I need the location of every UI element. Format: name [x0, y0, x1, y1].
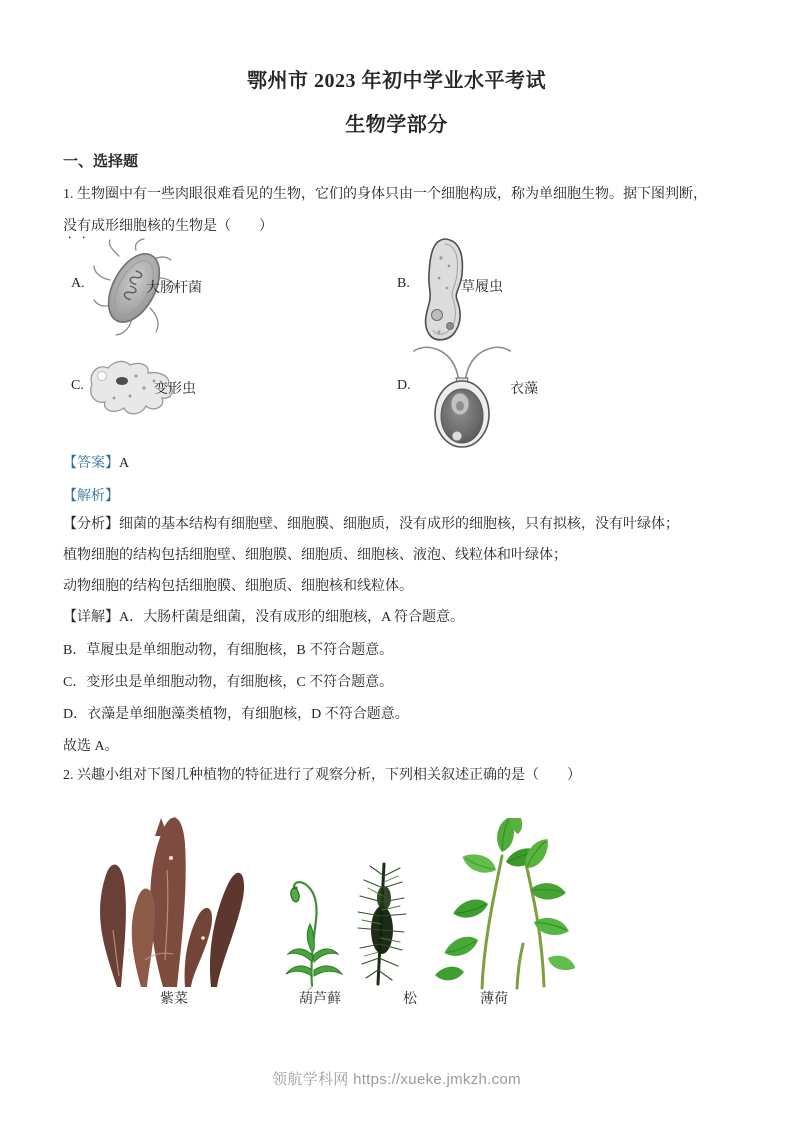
- detail-line-b: B．草履虫是单细胞动物，有细胞核，B 不符合题意。: [63, 643, 394, 658]
- option-a-letter: A.: [71, 276, 85, 291]
- exam-title: 鄂州市 2023 年初中学业水平考试: [247, 70, 546, 92]
- pine-sprig-image: [348, 858, 416, 990]
- analysis-line-2: 植物细胞的结构包括细胞壁、细胞膜、细胞质、细胞核、液泡、线粒体和叶绿体；: [63, 548, 567, 563]
- option-b-letter: B.: [397, 276, 410, 291]
- plant-label-moss: 葫芦藓: [299, 992, 341, 1007]
- stem-line2-rest: 成形细胞核的生物是（ ）: [91, 219, 273, 234]
- option-a-label: 大肠杆菌: [146, 281, 202, 296]
- emphasized-word: 没有: [63, 219, 91, 234]
- conclusion-line: 故选 A。: [63, 739, 119, 754]
- site-watermark: 领航学科网 https://xueke.jmkzh.com: [272, 1071, 521, 1088]
- analysis-line-1: 【分析】细菌的基本结构有细胞壁、细胞膜、细胞质，没有成形的细胞核，只有拟核，没有叶绿体；: [63, 517, 679, 532]
- analysis-tag: 【解析】: [63, 489, 119, 504]
- option-b-label: 草履虫: [461, 280, 503, 295]
- laver-seaweed-image: [83, 810, 255, 988]
- mint-plant-image: [422, 818, 582, 990]
- analysis-line-3: 动物细胞的结构包括细胞膜、细胞质、细胞核和线粒体。: [63, 579, 413, 594]
- detail-line-d: D．衣藻是单细胞藻类植物，有细胞核，D 不符合题意。: [63, 707, 409, 722]
- detail-line-c: C．变形虫是单细胞动物，有细胞核，C 不符合题意。: [63, 675, 394, 690]
- question2-stem: 2. 兴趣小组对下图几种植物的特征进行了观察分析，下列相关叙述正确的是（ ）: [63, 768, 581, 783]
- section-heading: 一、选择题: [63, 154, 139, 170]
- funaria-moss-image: [278, 858, 350, 990]
- answer-value: A: [119, 456, 130, 471]
- chlamydomonas-image: [412, 340, 512, 450]
- plant-label-mint: 薄荷: [480, 992, 508, 1007]
- option-d-letter: D.: [397, 378, 411, 393]
- detail-line-a: 【详解】A．大肠杆菌是细菌，没有成形的细胞核，A 符合题意。: [63, 610, 464, 625]
- answer-tag: 【答案】: [63, 456, 119, 471]
- option-d-label: 衣藻: [510, 382, 538, 397]
- answer-line: [63, 452, 129, 472]
- plant-label-laver: 紫菜: [160, 992, 188, 1007]
- option-c-letter: C.: [71, 378, 84, 393]
- option-c-label: 变形虫: [154, 382, 196, 397]
- question1-stem-line1: 1. 生物圈中有一些肉眼很难看见的生物，它们的身体只由一个细胞构成，称为单细胞生物。据下图判断，: [63, 187, 707, 202]
- plant-label-pine: 松: [403, 992, 417, 1007]
- exam-subtitle: 生物学部分: [345, 114, 448, 136]
